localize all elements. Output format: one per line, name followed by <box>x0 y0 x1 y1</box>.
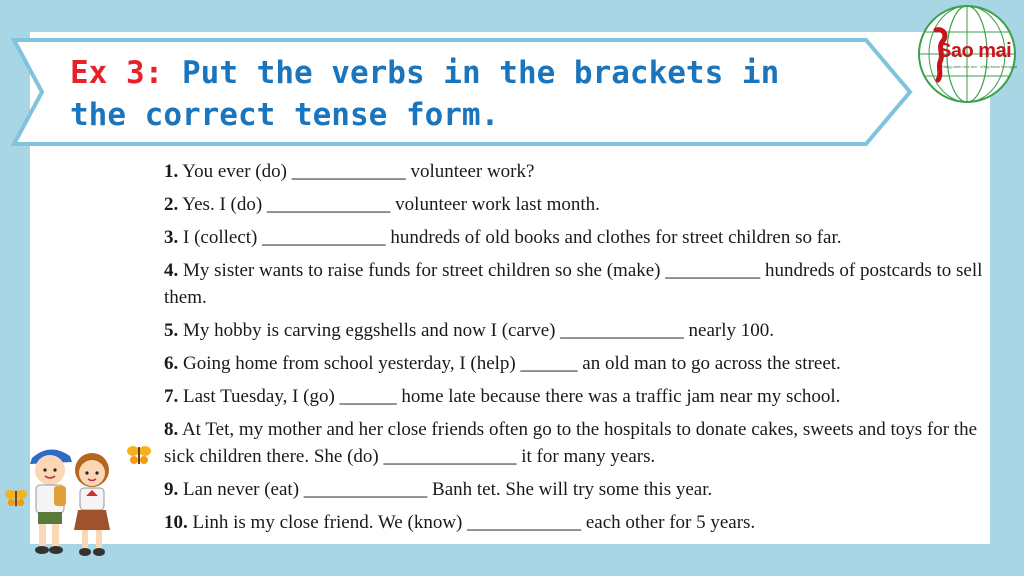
question-number: 4. <box>164 260 179 281</box>
question-item <box>164 383 984 410</box>
question-text: My sister wants to raise funds for street children so she (make) __________ hundreds of postcards to sell them. <box>164 260 983 308</box>
question-item <box>164 224 984 251</box>
question-text: I (collect) _____________ hundreds of old books and clothes for street children so far. <box>183 227 842 248</box>
question-number: 1. <box>164 161 179 182</box>
question-item <box>164 317 984 344</box>
exercise-label: Ex 3: <box>70 55 164 91</box>
question-number: 7. <box>164 386 179 407</box>
question-text: My hobby is carving eggshells and now I (carve) _____________ nearly 100. <box>183 320 774 341</box>
question-text: Lan never (eat) _____________ Banh tet. She will try some this year. <box>183 479 713 500</box>
question-number: 6. <box>164 353 179 374</box>
exercise-title <box>70 52 830 136</box>
question-item <box>164 191 984 218</box>
question-item <box>164 416 984 470</box>
question-list <box>164 158 984 542</box>
question-item <box>164 158 984 185</box>
question-number: 10. <box>164 512 188 533</box>
question-number: 5. <box>164 320 179 341</box>
question-number: 8. <box>164 419 179 440</box>
question-text: Yes. I (do) _____________ volunteer work last month. <box>182 194 600 215</box>
question-text: You ever (do) ____________ volunteer work? <box>182 161 535 182</box>
question-text: Going home from school yesterday, I (help) ______ an old man to go across the street. <box>183 353 841 374</box>
question-item <box>164 509 984 536</box>
question-item <box>164 476 984 503</box>
question-text: Linh is my close friend. We (know) ____________ each other for 5 years. <box>192 512 756 533</box>
logo-name: Sao mai <box>938 40 1012 62</box>
question-number: 3. <box>164 227 179 248</box>
question-number: 9. <box>164 479 179 500</box>
exercise-instruction: Put the verbs in the brackets in the correct tense form. <box>70 55 780 133</box>
question-text: Last Tuesday, I (go) ______ home late because there was a traffic jam near my school. <box>183 386 841 407</box>
question-text: At Tet, my mother and her close friends often go to the hospitals to donate cakes, sweets and toys for the sick children there. She (do) ______________ it for many years. <box>164 419 978 467</box>
question-number: 2. <box>164 194 179 215</box>
question-item <box>164 257 984 311</box>
children-illustration-icon <box>10 440 130 570</box>
question-item <box>164 350 984 377</box>
logo-tagline: Nâng cánh ước mơ · vững bước tương lai <box>942 64 1018 69</box>
